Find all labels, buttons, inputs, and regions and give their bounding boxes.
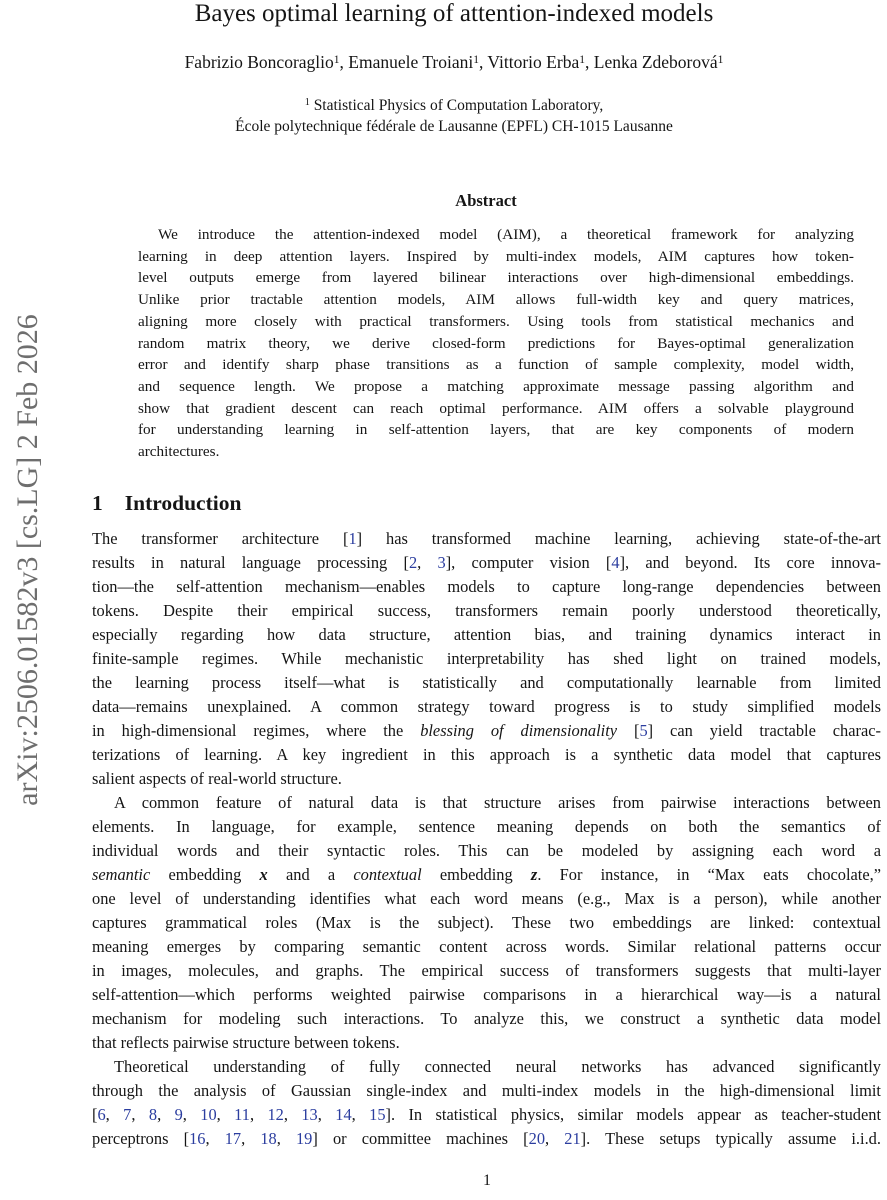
abstract-text-line: level outputs emerge from layered bilinear interactions over high-dimensional embeddings. xyxy=(138,269,854,287)
body-text-line: A common feature of natural data is that structure arises from pairwise interactions between xyxy=(114,793,881,812)
abstract-text-line: for understanding learning in self-attention layers, that are key components of modern xyxy=(138,421,854,439)
citation-link[interactable]: 13 xyxy=(301,1105,318,1124)
body-text-line: that reflects pairwise structure between tokens. xyxy=(92,1033,400,1052)
citation-link[interactable]: 6 xyxy=(97,1105,106,1124)
body-text-line: one level of understanding identifies what each word means (e.g., Max is a person), while another xyxy=(92,889,881,908)
body-text-line: self-attention—which performs weighted pairwise comparisons in a hierarchical way—is a natural xyxy=(92,985,881,1004)
body-text-line: results in natural language processing [2, 3], computer vision [4], and beyond. Its core innova- xyxy=(92,553,881,572)
body-text-line: tokens. Despite their empirical success, transformers remain poorly understood theoretically, xyxy=(92,601,881,620)
citation-link[interactable]: 14 xyxy=(335,1105,352,1124)
citation-link[interactable]: 7 xyxy=(123,1105,132,1124)
citation-link[interactable]: 9 xyxy=(174,1105,183,1124)
body-text-line: semantic embedding x and a contextual embedding z. For instance, in “Max eats chocolate,” xyxy=(92,865,882,884)
abstract-text-line: learning in deep attention layers. Inspired by multi-index models, AIM captures how token- xyxy=(138,247,854,265)
body-text-line: salient aspects of real-world structure. xyxy=(92,769,342,788)
body-text-line: in images, molecules, and graphs. The empirical success of transformers suggests that multi-layer xyxy=(92,961,881,980)
body-text-line: terizations of learning. A key ingredient in this approach is a synthetic data model that captures xyxy=(92,745,881,764)
citation-link[interactable]: 10 xyxy=(200,1105,217,1124)
abstract-text-line: and sequence length. We propose a matching approximate message passing algorithm and xyxy=(138,377,854,395)
citation-link[interactable]: 21 xyxy=(564,1129,581,1148)
page-number: 1 xyxy=(483,1172,491,1189)
abstract-text-line: We introduce the attention-indexed model (AIM), a theoretical framework for analyzing xyxy=(158,226,854,243)
citation-link[interactable]: 16 xyxy=(189,1129,206,1148)
body-text-line: especially regarding how data structure, attention bias, and training dynamics interact in xyxy=(92,625,881,644)
affiliation-line: École polytechnique fédérale de Lausanne (EPFL) CH-1015 Lausanne xyxy=(235,118,673,135)
authors-line: Fabrizio Boncoraglio$^1$, Emanuele Troiani$^1$, Vittorio Erba$^1$, Lenka Zdeborová$^1$ xyxy=(184,52,724,72)
abstract-text-line: show that gradient descent can reach optimal performance. AIM offers a solvable playground xyxy=(138,399,854,417)
section-title: Introduction xyxy=(124,491,242,515)
citation-link[interactable]: 1 xyxy=(348,529,357,548)
body-text-line: captures grammatical roles (Max is the subject). These two embeddings are linked: contextual xyxy=(92,913,881,932)
section-body-text xyxy=(92,527,881,1151)
citation-link[interactable]: 5 xyxy=(639,721,648,740)
body-text-line: finite-sample regimes. While mechanistic interpretability has shed light on trained models, xyxy=(92,649,881,668)
body-text-line: elements. In language, for example, sentence meaning depends on both the semantics of xyxy=(92,817,881,836)
body-text-line: The transformer architecture [1] has transformed machine learning, achieving state-of-the-art xyxy=(92,529,881,548)
citation-link[interactable]: 8 xyxy=(148,1105,158,1124)
citation-link[interactable]: 20 xyxy=(528,1129,546,1148)
citation-link[interactable]: 2 xyxy=(408,553,418,572)
body-text-line: mechanism for modeling such interactions. To analyze this, we construct a synthetic data model xyxy=(92,1009,881,1028)
citation-link[interactable]: 17 xyxy=(224,1129,242,1148)
body-text-line: data—remains unexplained. A common strategy toward progress is to study simplified models xyxy=(92,697,881,716)
affiliation-line: $^1$ Statistical Physics of Computation Laboratory, xyxy=(304,97,604,114)
body-text-line: individual words and their syntactic roles. This can be modeled by assigning each word a xyxy=(92,841,881,860)
abstract-text-line: error and identify sharp phase transitions as a function of sample complexity, model width, xyxy=(138,356,854,374)
abstract-text-line: random matrix theory, we derive closed-form predictions for Bayes-optimal generalization xyxy=(138,334,854,352)
section-number: 1 xyxy=(92,491,103,515)
citation-link[interactable]: 4 xyxy=(611,553,620,572)
affiliation-block xyxy=(60,95,848,137)
body-text-line: in high-dimensional regimes, where the blessing of dimensionality [5] can yield tractable charac- xyxy=(92,721,881,740)
citation-link[interactable]: 18 xyxy=(260,1129,277,1148)
body-text-line: meaning emerges by comparing semantic content across words. Similar relational patterns occur xyxy=(92,937,881,956)
citation-link[interactable]: 15 xyxy=(369,1105,386,1124)
body-text-line: [6, 7, 8, 9, 10, 11, 12, 13, 14, 15]. In statistical physics, similar models appear as teacher-student xyxy=(92,1105,882,1124)
citation-link[interactable]: 11 xyxy=(234,1105,250,1124)
body-text-line: through the analysis of Gaussian single-index and multi-index models in the high-dimensional limit xyxy=(92,1081,881,1100)
section-heading xyxy=(92,488,880,518)
body-text-line: perceptrons [16, 17, 18, 19] or committee machines [20, 21]. These setups typically assume i.i.d. xyxy=(92,1129,881,1148)
paper-title: Bayes optimal learning of attention-indexed models xyxy=(194,0,714,27)
abstract-text-line: Unlike prior tractable attention models, AIM allows full-width key and query matrices, xyxy=(138,291,854,309)
citation-link[interactable]: 12 xyxy=(267,1105,284,1124)
citation-link[interactable]: 19 xyxy=(295,1129,313,1148)
body-text-line: tion—the self-attention mechanism—enables models to capture long-range dependencies between xyxy=(92,577,881,596)
arxiv-watermark: arXiv:2506.01582v3 [cs.LG] 2 Feb 2026 xyxy=(11,314,44,806)
body-text-line: Theoretical understanding of fully connected neural networks has advanced significantly xyxy=(114,1057,881,1076)
abstract-text xyxy=(138,224,854,463)
body-text-line: the learning process itself—what is statistically and computationally learnable from limited xyxy=(92,673,881,692)
abstract-text-line: aligning more closely with practical transformers. Using tools from statistical mechanics and xyxy=(138,312,854,330)
abstract-heading: Abstract xyxy=(455,191,517,210)
citation-link[interactable]: 3 xyxy=(437,553,446,572)
abstract-text-line: architectures. xyxy=(138,443,220,461)
